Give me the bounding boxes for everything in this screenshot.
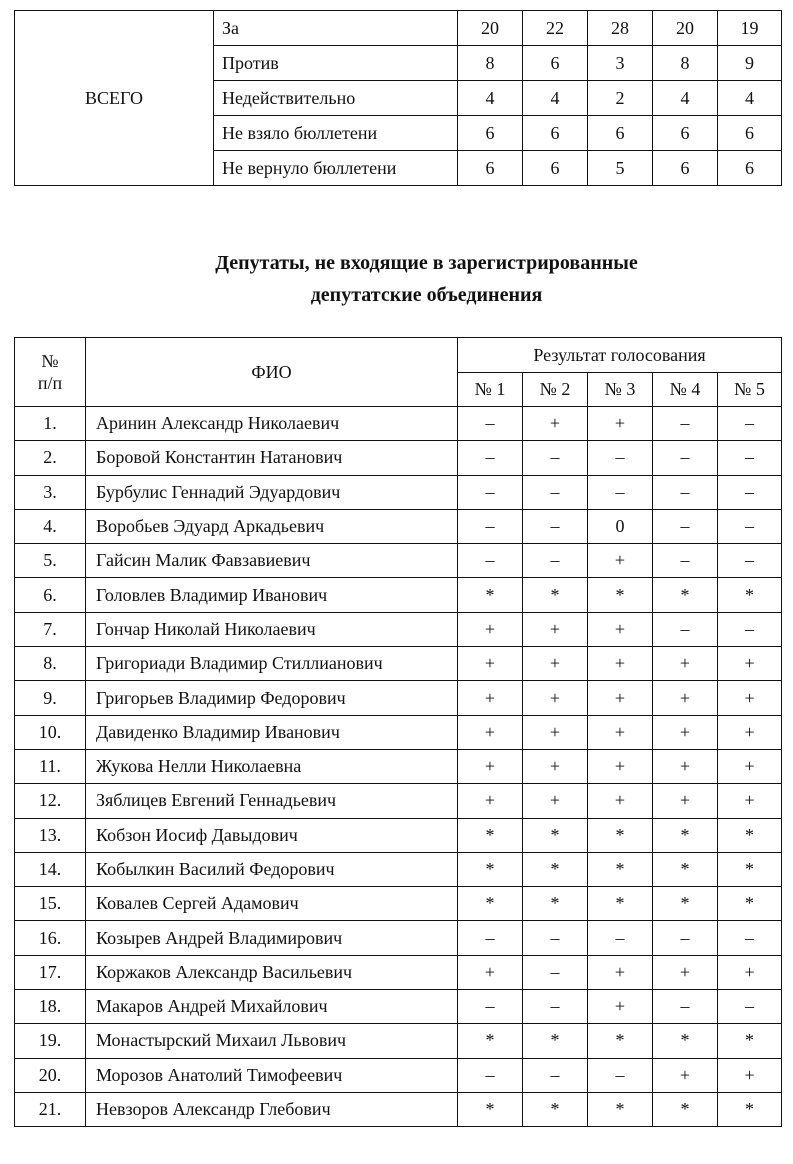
- vote-cell: +: [458, 784, 523, 818]
- vote-cell: +: [458, 612, 523, 646]
- totals-value-cell: 6: [458, 116, 523, 151]
- vote-cell: –: [458, 921, 523, 955]
- vote-cell: *: [653, 1092, 718, 1126]
- deputy-row: [15, 441, 782, 475]
- vote-cell: +: [458, 715, 523, 749]
- deputy-row: [15, 544, 782, 578]
- deputy-row: [15, 818, 782, 852]
- vote-cell: +: [588, 544, 653, 578]
- totals-value-cell: 3: [588, 46, 653, 81]
- vote-cell: –: [588, 1058, 653, 1092]
- deputy-row: [15, 612, 782, 646]
- totals-value-cell: 4: [523, 81, 588, 116]
- deputy-name: Козырев Андрей Владимирович: [86, 921, 458, 955]
- deputy-row: [15, 990, 782, 1024]
- deputy-name: Кобзон Иосиф Давыдович: [86, 818, 458, 852]
- row-number: 7.: [15, 612, 86, 646]
- totals-row-label: Против: [214, 46, 458, 81]
- vote-cell: *: [588, 578, 653, 612]
- vote-cell: +: [588, 784, 653, 818]
- totals-value-cell: 4: [653, 81, 718, 116]
- vote-cell: +: [523, 407, 588, 441]
- vote-cell: +: [718, 1058, 782, 1092]
- vote-cell: +: [458, 681, 523, 715]
- vote-cell: *: [718, 1024, 782, 1058]
- row-number: 15.: [15, 887, 86, 921]
- row-number: 17.: [15, 955, 86, 989]
- vote-cell: *: [588, 1092, 653, 1126]
- row-number: 18.: [15, 990, 86, 1024]
- totals-value-cell: 8: [458, 46, 523, 81]
- row-number: 4.: [15, 509, 86, 543]
- votes-body: [15, 407, 782, 1127]
- vote-cell: *: [458, 1024, 523, 1058]
- deputy-name: Коржаков Александр Васильевич: [86, 955, 458, 989]
- vote-cell: 0: [588, 509, 653, 543]
- index-header-line-1: №: [41, 351, 59, 371]
- deputy-row: [15, 1024, 782, 1058]
- vote-cell: –: [653, 990, 718, 1024]
- row-number: 13.: [15, 818, 86, 852]
- deputy-name: Гончар Николай Николаевич: [86, 612, 458, 646]
- deputy-name: Макаров Андрей Михайлович: [86, 990, 458, 1024]
- vote-cell: –: [653, 612, 718, 646]
- deputy-name: Давиденко Владимир Иванович: [86, 715, 458, 749]
- vote-cell: *: [458, 818, 523, 852]
- deputy-name: Невзоров Александр Глебович: [86, 1092, 458, 1126]
- section-title-line-1: Депутаты, не входящие в зарегистрированные: [215, 252, 638, 274]
- totals-value-cell: 6: [523, 116, 588, 151]
- row-number: 5.: [15, 544, 86, 578]
- vote-cell: +: [718, 715, 782, 749]
- vote-cell: *: [718, 887, 782, 921]
- vote-cell: +: [523, 749, 588, 783]
- vote-cell: *: [523, 887, 588, 921]
- totals-value-cell: 6: [523, 46, 588, 81]
- vote-cell: –: [718, 407, 782, 441]
- totals-value-cell: 6: [458, 151, 523, 186]
- deputy-name: Монастырский Михаил Львович: [86, 1024, 458, 1058]
- totals-row-label: Не взяло бюллетени: [214, 116, 458, 151]
- vote-cell: –: [458, 509, 523, 543]
- vote-column-header: № 4: [653, 373, 718, 407]
- row-number: 3.: [15, 475, 86, 509]
- vote-cell: *: [523, 1092, 588, 1126]
- deputy-row: [15, 749, 782, 783]
- votes-table: [14, 337, 782, 1127]
- vote-cell: –: [588, 441, 653, 475]
- deputy-name: Гайсин Малик Фавзавиевич: [86, 544, 458, 578]
- totals-value-cell: 4: [718, 81, 782, 116]
- deputy-name: Головлев Владимир Иванович: [86, 578, 458, 612]
- totals-value-cell: 6: [718, 151, 782, 186]
- vote-cell: *: [523, 578, 588, 612]
- vote-cell: –: [458, 544, 523, 578]
- deputy-name: Ковалев Сергей Адамович: [86, 887, 458, 921]
- vote-cell: +: [588, 681, 653, 715]
- deputy-name: Григорьев Владимир Федорович: [86, 681, 458, 715]
- totals-value-cell: 2: [588, 81, 653, 116]
- votes-table-header: [15, 338, 782, 407]
- vote-cell: +: [588, 955, 653, 989]
- vote-cell: –: [653, 544, 718, 578]
- vote-cell: *: [653, 1024, 718, 1058]
- vote-cell: +: [653, 955, 718, 989]
- name-column-header: ФИО: [86, 338, 458, 407]
- vote-cell: *: [588, 852, 653, 886]
- vote-cell: *: [458, 887, 523, 921]
- totals-value-cell: 6: [588, 116, 653, 151]
- vote-cell: –: [718, 544, 782, 578]
- totals-group-label: ВСЕГО: [15, 11, 214, 186]
- deputy-row: [15, 955, 782, 989]
- row-number: 16.: [15, 921, 86, 955]
- vote-cell: –: [588, 921, 653, 955]
- vote-cell: +: [653, 715, 718, 749]
- vote-cell: +: [653, 647, 718, 681]
- vote-cell: +: [588, 749, 653, 783]
- vote-cell: +: [718, 749, 782, 783]
- row-number: 10.: [15, 715, 86, 749]
- vote-cell: –: [718, 475, 782, 509]
- deputy-row: [15, 407, 782, 441]
- row-number: 11.: [15, 749, 86, 783]
- index-column-header: [15, 338, 86, 407]
- vote-cell: +: [458, 955, 523, 989]
- totals-body: [15, 11, 782, 186]
- deputy-name: Боровой Константин Натанович: [86, 441, 458, 475]
- deputy-row: [15, 475, 782, 509]
- vote-cell: *: [458, 852, 523, 886]
- totals-row-label: За: [214, 11, 458, 46]
- row-number: 6.: [15, 578, 86, 612]
- row-number: 12.: [15, 784, 86, 818]
- totals-value-cell: 6: [523, 151, 588, 186]
- vote-cell: –: [718, 990, 782, 1024]
- vote-cell: –: [458, 407, 523, 441]
- row-number: 21.: [15, 1092, 86, 1126]
- vote-cell: –: [458, 1058, 523, 1092]
- vote-cell: +: [718, 784, 782, 818]
- vote-cell: +: [523, 612, 588, 646]
- vote-cell: –: [523, 1058, 588, 1092]
- vote-cell: *: [588, 1024, 653, 1058]
- vote-cell: *: [523, 818, 588, 852]
- totals-value-cell: 8: [653, 46, 718, 81]
- vote-cell: *: [458, 578, 523, 612]
- vote-cell: –: [588, 475, 653, 509]
- deputy-name: Зяблицев Евгений Геннадьевич: [86, 784, 458, 818]
- deputy-name: Жукова Нелли Николаевна: [86, 749, 458, 783]
- deputy-row: [15, 887, 782, 921]
- vote-cell: +: [588, 715, 653, 749]
- totals-value-cell: 28: [588, 11, 653, 46]
- deputy-name: Воробьев Эдуард Аркадьевич: [86, 509, 458, 543]
- vote-cell: –: [718, 921, 782, 955]
- totals-row-label: Не вернуло бюллетени: [214, 151, 458, 186]
- deputy-name: Кобылкин Василий Федорович: [86, 852, 458, 886]
- vote-cell: –: [653, 475, 718, 509]
- vote-cell: +: [653, 681, 718, 715]
- vote-cell: –: [523, 921, 588, 955]
- vote-cell: *: [588, 887, 653, 921]
- row-number: 8.: [15, 647, 86, 681]
- vote-cell: +: [653, 749, 718, 783]
- vote-cell: –: [523, 990, 588, 1024]
- vote-cell: +: [458, 749, 523, 783]
- deputy-row: [15, 1092, 782, 1126]
- vote-cell: *: [588, 818, 653, 852]
- vote-cell: +: [588, 647, 653, 681]
- vote-cell: –: [458, 990, 523, 1024]
- vote-cell: *: [718, 578, 782, 612]
- totals-value-cell: 4: [458, 81, 523, 116]
- index-header-line-2: п/п: [37, 373, 63, 393]
- deputy-row: [15, 509, 782, 543]
- vote-cell: *: [653, 852, 718, 886]
- deputy-row: [15, 715, 782, 749]
- deputy-row: [15, 578, 782, 612]
- vote-cell: +: [718, 647, 782, 681]
- deputy-row: [15, 647, 782, 681]
- row-number: 2.: [15, 441, 86, 475]
- vote-cell: –: [653, 441, 718, 475]
- section-title-line-2: депутатские объединения: [310, 284, 543, 306]
- vote-cell: –: [523, 509, 588, 543]
- deputy-name: Григориади Владимир Стиллианович: [86, 647, 458, 681]
- vote-cell: –: [653, 921, 718, 955]
- totals-value-cell: 22: [523, 11, 588, 46]
- vote-cell: +: [523, 784, 588, 818]
- totals-value-cell: 6: [653, 151, 718, 186]
- vote-column-header: № 1: [458, 373, 523, 407]
- vote-cell: –: [718, 509, 782, 543]
- result-column-header: Результат голосования: [458, 338, 782, 373]
- totals-value-cell: 20: [458, 11, 523, 46]
- vote-cell: +: [588, 612, 653, 646]
- vote-cell: +: [523, 647, 588, 681]
- vote-cell: +: [653, 1058, 718, 1092]
- deputy-row: [15, 681, 782, 715]
- vote-cell: *: [523, 1024, 588, 1058]
- row-number: 20.: [15, 1058, 86, 1092]
- row-number: 14.: [15, 852, 86, 886]
- vote-cell: *: [718, 852, 782, 886]
- vote-column-header: № 5: [718, 373, 782, 407]
- vote-cell: –: [653, 509, 718, 543]
- vote-cell: +: [458, 647, 523, 681]
- row-number: 19.: [15, 1024, 86, 1058]
- deputy-row: [15, 1058, 782, 1092]
- vote-cell: *: [653, 578, 718, 612]
- vote-cell: –: [653, 407, 718, 441]
- totals-table: [14, 10, 782, 186]
- vote-cell: *: [653, 887, 718, 921]
- deputy-row: [15, 921, 782, 955]
- deputy-name: Бурбулис Геннадий Эдуардович: [86, 475, 458, 509]
- deputy-name: Аринин Александр Николаевич: [86, 407, 458, 441]
- vote-cell: +: [588, 407, 653, 441]
- totals-value-cell: 20: [653, 11, 718, 46]
- vote-cell: +: [523, 681, 588, 715]
- vote-cell: *: [523, 852, 588, 886]
- vote-cell: +: [523, 715, 588, 749]
- totals-row: [15, 11, 782, 46]
- vote-cell: –: [718, 441, 782, 475]
- vote-cell: *: [653, 818, 718, 852]
- deputy-name: Морозов Анатолий Тимофеевич: [86, 1058, 458, 1092]
- totals-value-cell: 19: [718, 11, 782, 46]
- deputy-row: [15, 852, 782, 886]
- totals-value-cell: 5: [588, 151, 653, 186]
- vote-cell: –: [458, 441, 523, 475]
- totals-value-cell: 6: [653, 116, 718, 151]
- vote-cell: –: [718, 612, 782, 646]
- vote-cell: –: [523, 544, 588, 578]
- totals-row-label: Недействительно: [214, 81, 458, 116]
- vote-cell: –: [523, 955, 588, 989]
- totals-value-cell: 6: [718, 116, 782, 151]
- vote-cell: +: [718, 955, 782, 989]
- vote-column-header: № 3: [588, 373, 653, 407]
- vote-cell: +: [718, 681, 782, 715]
- row-number: 9.: [15, 681, 86, 715]
- vote-cell: *: [718, 1092, 782, 1126]
- vote-cell: +: [653, 784, 718, 818]
- vote-cell: +: [588, 990, 653, 1024]
- vote-column-header: № 2: [523, 373, 588, 407]
- vote-cell: *: [458, 1092, 523, 1126]
- vote-cell: –: [523, 441, 588, 475]
- vote-cell: *: [718, 818, 782, 852]
- vote-cell: –: [523, 475, 588, 509]
- row-number: 1.: [15, 407, 86, 441]
- deputy-row: [15, 784, 782, 818]
- vote-cell: –: [458, 475, 523, 509]
- totals-value-cell: 9: [718, 46, 782, 81]
